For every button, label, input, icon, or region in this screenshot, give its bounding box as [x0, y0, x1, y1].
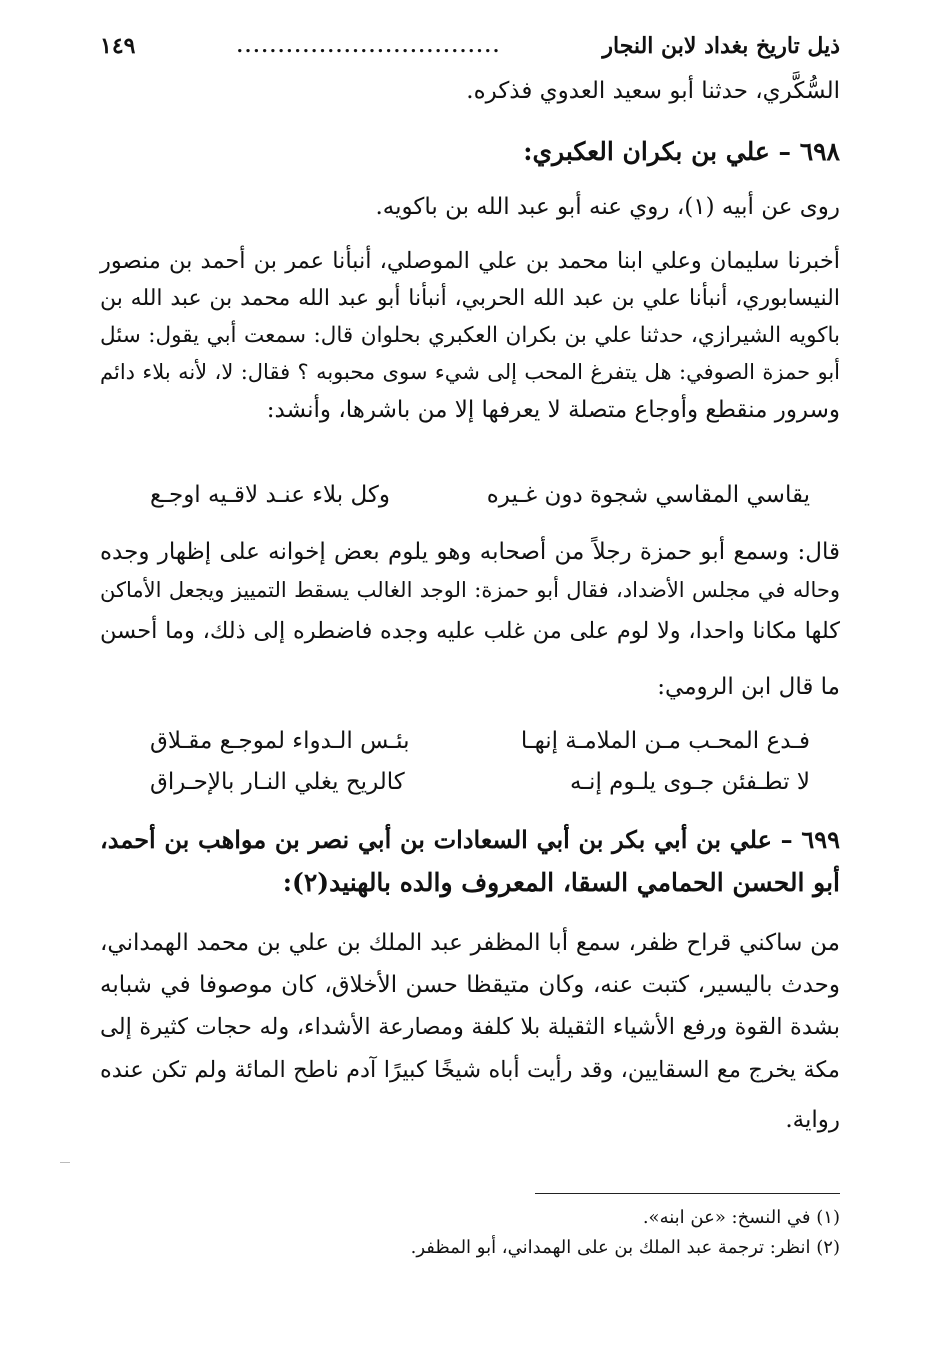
text-line: وحدث باليسير، كتبت عنه، وكان متيقظا حسن الأخلاق، كان موصوفا في شبابه	[100, 972, 840, 998]
footnote-separator	[535, 1193, 840, 1194]
footnote-2: (٢) انظر: ترجمة عبد الملك بن على الهمداني، أبو المظفر.	[410, 1237, 840, 1258]
entry-heading-698: ٦٩٨ – علي بن بكران العكبري:	[523, 137, 840, 166]
text-line: رواية.	[785, 1107, 840, 1133]
text-line: مكة يخرج مع السقايين، وقد رأيت أباه شيخًا كبيرًا آدم ناطح المائة ولم تكن عنده	[100, 1057, 840, 1083]
text-line: السُّكَّري، حدثنا أبو سعيد العدوي فذكره.	[466, 78, 840, 104]
text-line: كلها مكانا واحدا، ولا لوم على من غلب عليه وجده فاضطره إلى ذلك، وما أحسن	[100, 618, 840, 644]
page-number: ١٤٩	[100, 33, 136, 59]
text-line: أبو حمزة الصوفي: هل يتفرغ المحب إلى شيء سوى محبوبه ؟ فقال: لا، لأنه بلاء دائم	[100, 360, 840, 384]
text-line: من ساكني قراح ظفر، سمع أبا المظفر عبد الملك بن علي بن محمد الهمداني،	[100, 930, 840, 956]
book-title: ذيل تاريخ بغداد لابن النجار	[602, 33, 840, 59]
text-line: باكويه الشيرازي، حدثنا علي بن بكران العكبري بحلوان قال: سمعت أبي يقول: سئل	[100, 323, 840, 348]
entry-heading-699: ٦٩٩ – علي بن أبي بكر بن أبي السعادات بن أبي نصر بن مواهب بن أحمد،	[100, 825, 840, 854]
text-line: قال: وسمع أبو حمزة رجلاً من أصحابه وهو يلوم بعض إخوانه على إظهار وجده	[100, 539, 840, 565]
verse-3-first-hemistich: لا تطـفئن جـوى يلـوم إنـه	[569, 769, 810, 795]
text-line: أخبرنا سليمان وعلي ابنا محمد بن علي الموصلي، أنبأنا عمر بن أحمد بن منصور	[100, 248, 840, 274]
text-line: وحاله في مجلس الأضداد، فقال أبو حمزة: الوجد الغالب يسقط التمييز ويجعل الأماكن	[100, 578, 840, 602]
verse-1-first-hemistich: يقاسي المقاسي شجوة دون غـيره	[486, 482, 810, 508]
verse-1-second-hemistich: وكل بلاء عنـد لاقـيه اوجـع	[150, 482, 390, 508]
entry-heading-699-continued: أبو الحسن الحمامي السقا، المعروف والده بالهنيد(٢):	[282, 868, 840, 897]
verse-2-second-hemistich: بئـس الـدواء لموجـع مقـلاق	[150, 728, 410, 754]
running-header	[100, 28, 840, 64]
verse-2-first-hemistich: فـدع المحـب مـن الملامـة إنهـا	[520, 728, 810, 754]
text-line: بشدة القوة ورفع الأشياء الثقيلة بلا كلفة ومصارعة الأشداء، وله حجات كثيرة إلى	[100, 1014, 840, 1040]
text-line: ما قال ابن الرومي:	[657, 674, 840, 700]
margin-mark	[60, 1162, 70, 1163]
text-line: وسرور منقطع وأوجاع متصلة لا يعرفها إلا من باشرها، وأنشد:	[266, 397, 840, 423]
text-line: النيسابوري، أنبأنا علي بن عبد الله الحربي، أنبأنا أبو عبد الله محمد بن عبد الله بن	[100, 286, 840, 311]
verse-3-second-hemistich: كالريح يغلي النـار بالإحـراق	[150, 769, 405, 795]
header-leader-dots: ................................	[236, 35, 502, 57]
text-line: روى عن أبيه (١)، روي عنه أبو عبد الله بن باكويه.	[375, 194, 840, 220]
footnote-1: (١) في النسخ: «عن ابنه».	[642, 1207, 840, 1228]
